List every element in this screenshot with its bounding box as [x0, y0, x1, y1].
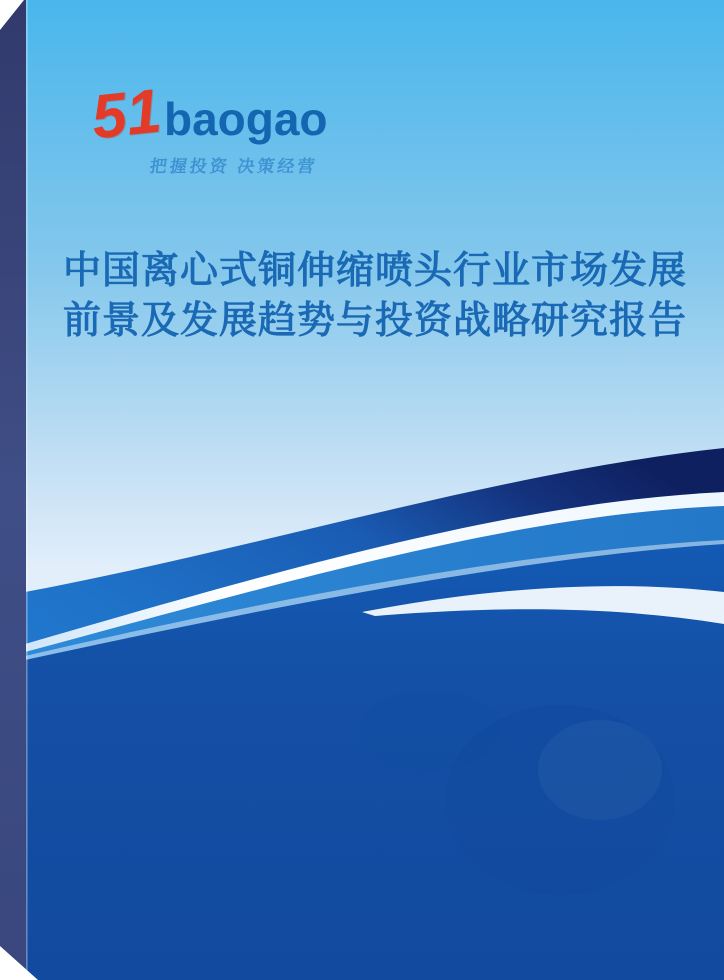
book-spine-band — [0, 0, 26, 980]
spine-edge-highlight — [26, 0, 28, 980]
logo-51-icon: 51 — [88, 76, 165, 153]
logo-brand-name: baogao — [163, 93, 328, 145]
report-title-line1: 中国离心式铜伸缩喷头行业市场发展 — [62, 250, 687, 292]
logo-tagline: 把握投资 决策经营 — [148, 157, 319, 176]
report-title — [26, 246, 724, 346]
report-title-line2: 前景及发展趋势与投资战略研究报告 — [62, 300, 687, 342]
brand-logo-row — [88, 76, 328, 153]
brand-logo — [88, 76, 328, 177]
